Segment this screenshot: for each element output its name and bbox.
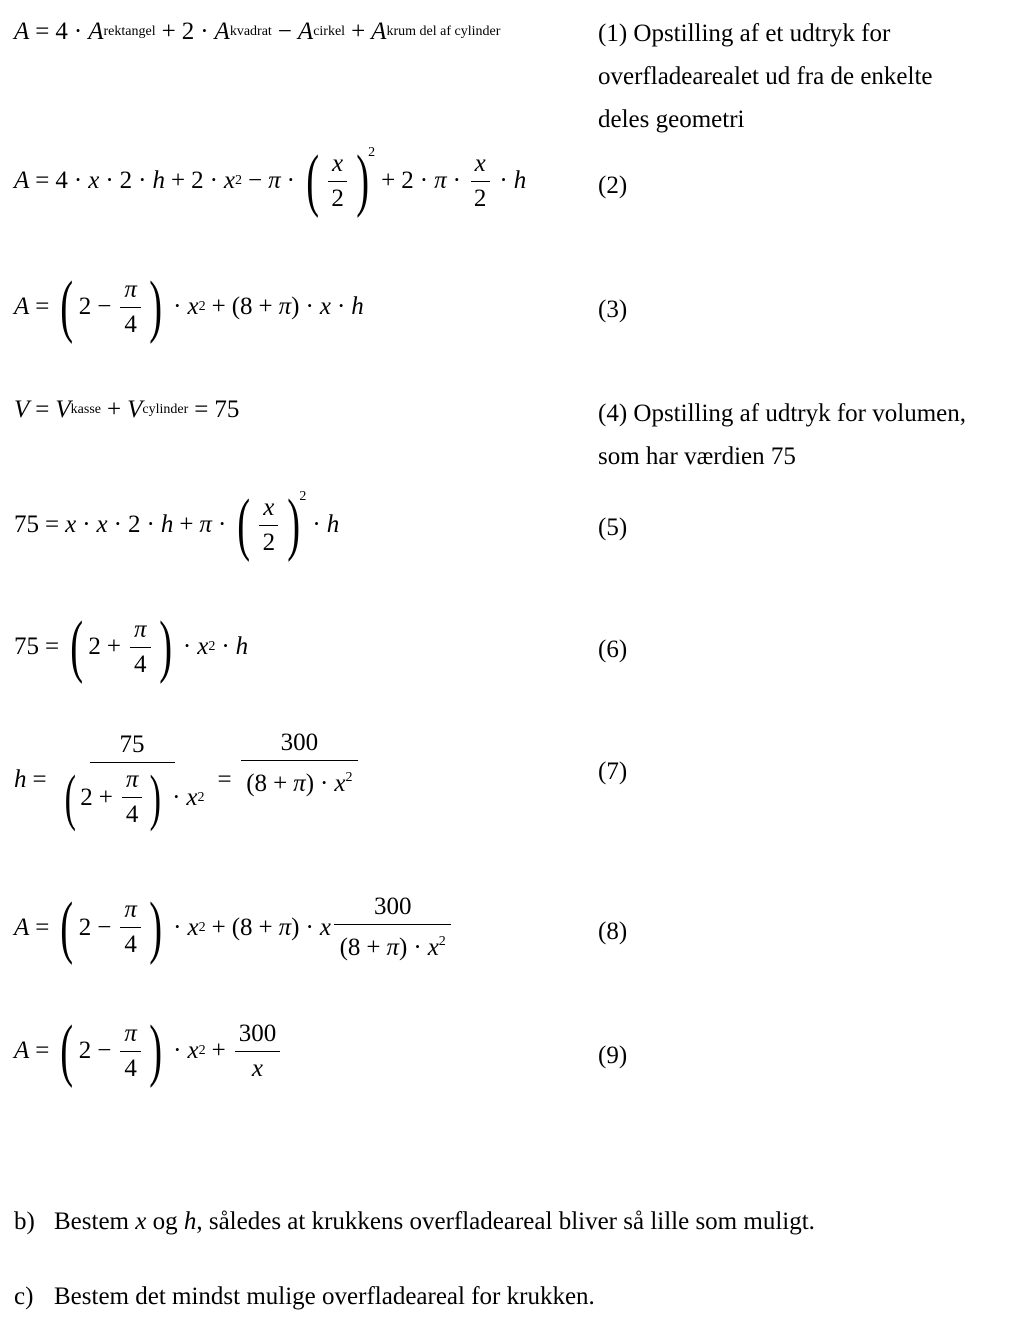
equation-9: A = ( 2 − $\frac{\pi}{4}$ ) · x 2 + $\frac{300}{x}$ xyxy=(14,1016,283,1086)
equation-5: 75 = x · x · 2 · h + π · ( $\frac{x}{2}$ ) 2 · h xyxy=(14,486,340,563)
equation-6-number: (6) xyxy=(598,636,628,663)
equation-1-description: (1) Opstilling af et udtryk for overfladearealet ud fra de enkelte deles geometri xyxy=(598,20,933,133)
equation-5-number: (5) xyxy=(598,514,628,541)
equation-7-number: (7) xyxy=(598,758,628,785)
equation-1: A = 4 · A rektangel + 2 · A kvadrat − A cirkel + A krum del af cylinder xyxy=(14,18,501,45)
equation-7: h = 75 ( 2 + $\frac{\pi}{4}$ ) · x 2 = $\frac{300}{(8 + \pi) \cdot x^2}$ xyxy=(14,730,361,830)
task-c: c) Bestem det mindst mulige overfladeareal for krukken. xyxy=(14,1283,595,1310)
equation-4: V = V kasse + V cylinder = 75 xyxy=(14,396,240,423)
subscript-cirkel: cirkel xyxy=(313,24,346,39)
equation-8-number: (8) xyxy=(598,918,628,945)
subscript-rektangel: rektangel xyxy=(103,24,156,39)
equation-3-number: (3) xyxy=(598,296,628,323)
equation-3: A = ( 2 − $\frac{\pi}{4}$ ) · x 2 + (8 + π ) · x · h xyxy=(14,268,364,345)
subscript-krum: krum del af cylinder xyxy=(386,24,501,39)
equation-4-description: (4) Opstilling af udtryk for volumen, som har værdien 75 xyxy=(598,400,966,470)
equation-9-number: (9) xyxy=(598,1042,628,1069)
subscript-kvadrat: kvadrat xyxy=(229,24,272,39)
task-b: b) Bestem x og h, således at krukkens overfladeareal bliver så lille som muligt. xyxy=(14,1208,815,1235)
equation-2: A = 4 · x · 2 · h + 2 · x 2 − π · ( $\frac{x}{2}$ ) 2 + 2 · π · $\frac{x}{2}$ · h xyxy=(14,142,527,219)
subscript-cylinder: cylinder xyxy=(142,402,189,417)
equation-6: 75 = ( 2 + $\frac{\pi}{4}$ ) · x 2 · h xyxy=(14,608,249,685)
equation-2-number: (2) xyxy=(598,172,628,199)
subscript-kasse: kasse xyxy=(70,402,101,417)
equation-8: A = ( 2 − $\frac{\pi}{4}$ ) · x 2 + (8 + π ) · x $\frac{300}{(8 + \pi) \cdot x^2}$ xyxy=(14,892,454,963)
